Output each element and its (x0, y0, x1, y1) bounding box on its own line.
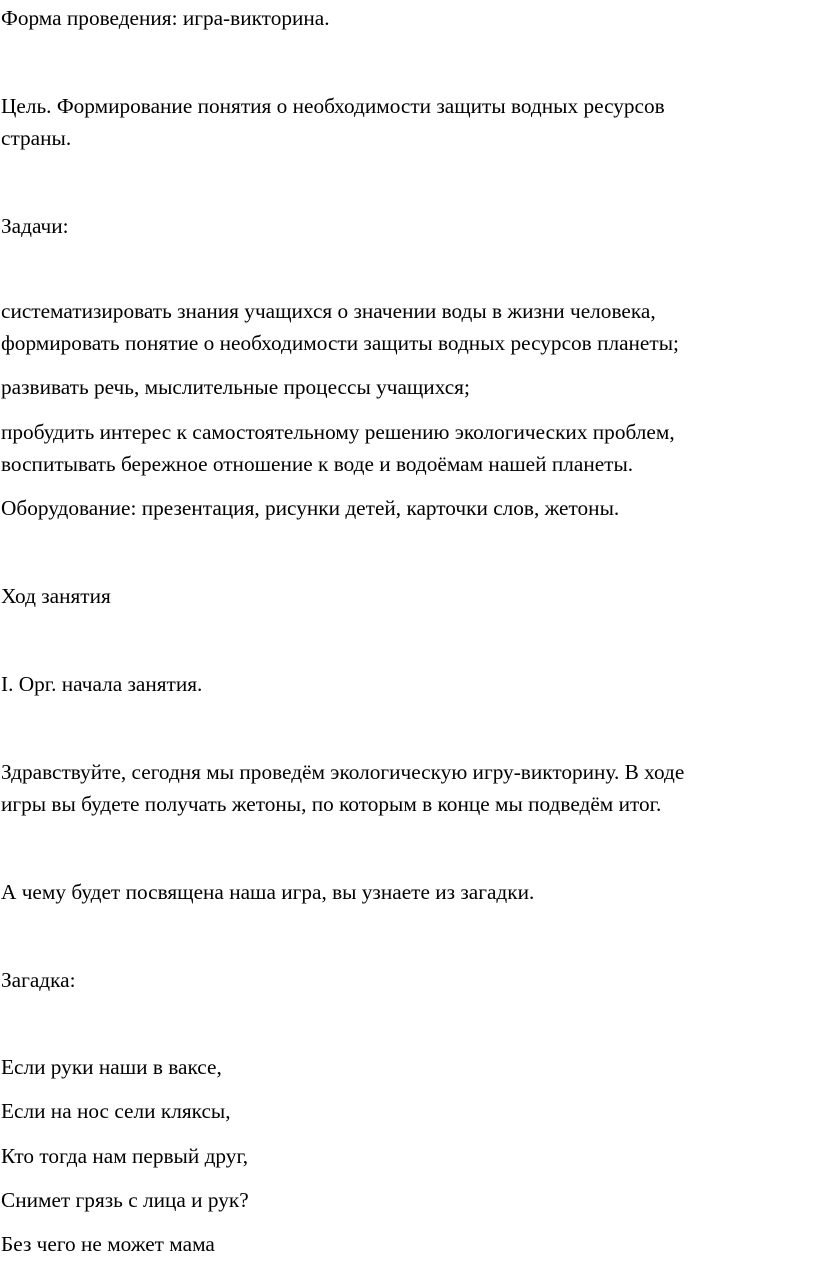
riddle-heading: Загадка: (1, 968, 76, 992)
riddle-line-2: Если на нос сели кляксы, (1, 1099, 231, 1123)
tasks-heading: Задачи: (1, 214, 69, 238)
greeting-line-2: игры вы будете получать жетоны, по которым в конце мы подведём итог. (1, 792, 662, 816)
task-3-line-2: воспитывать бережное отношение к воде и водоёмам нашей планеты. (1, 452, 634, 476)
section-1-heading: I. Орг. начала занятия. (1, 672, 203, 696)
riddle-intro: А чему будет посвящена наша игра, вы узнаете из загадки. (1, 880, 535, 904)
goal-line-1: Цель. Формирование понятия о необходимости защиты водных ресурсов (1, 94, 665, 118)
equipment: Оборудование: презентация, рисунки детей, карточки слов, жетоны. (1, 496, 620, 520)
lesson-format: Форма проведения: игра-викторина. (1, 6, 330, 30)
goal-line-2: страны. (1, 126, 72, 150)
task-1-line-1: систематизировать знания учащихся о значении воды в жизни человека, (1, 299, 656, 323)
task-3-line-1: пробудить интерес к самостоятельному решению экологических проблем, (1, 420, 675, 444)
riddle-line-3: Кто тогда нам первый друг, (1, 1144, 249, 1168)
greeting-line-1: Здравствуйте, сегодня мы проведём экологическую игру-викторину. В ходе (1, 760, 685, 784)
riddle-line-5: Без чего не может мама (1, 1232, 215, 1256)
task-1-line-2: формировать понятие о необходимости защиты водных ресурсов планеты; (1, 331, 679, 355)
task-2: развивать речь, мыслительные процессы учащихся; (1, 375, 470, 399)
lesson-heading: Ход занятия (1, 584, 111, 608)
riddle-line-4: Снимет грязь с лица и рук? (1, 1188, 249, 1212)
riddle-line-1: Если руки наши в ваксе, (1, 1055, 222, 1079)
